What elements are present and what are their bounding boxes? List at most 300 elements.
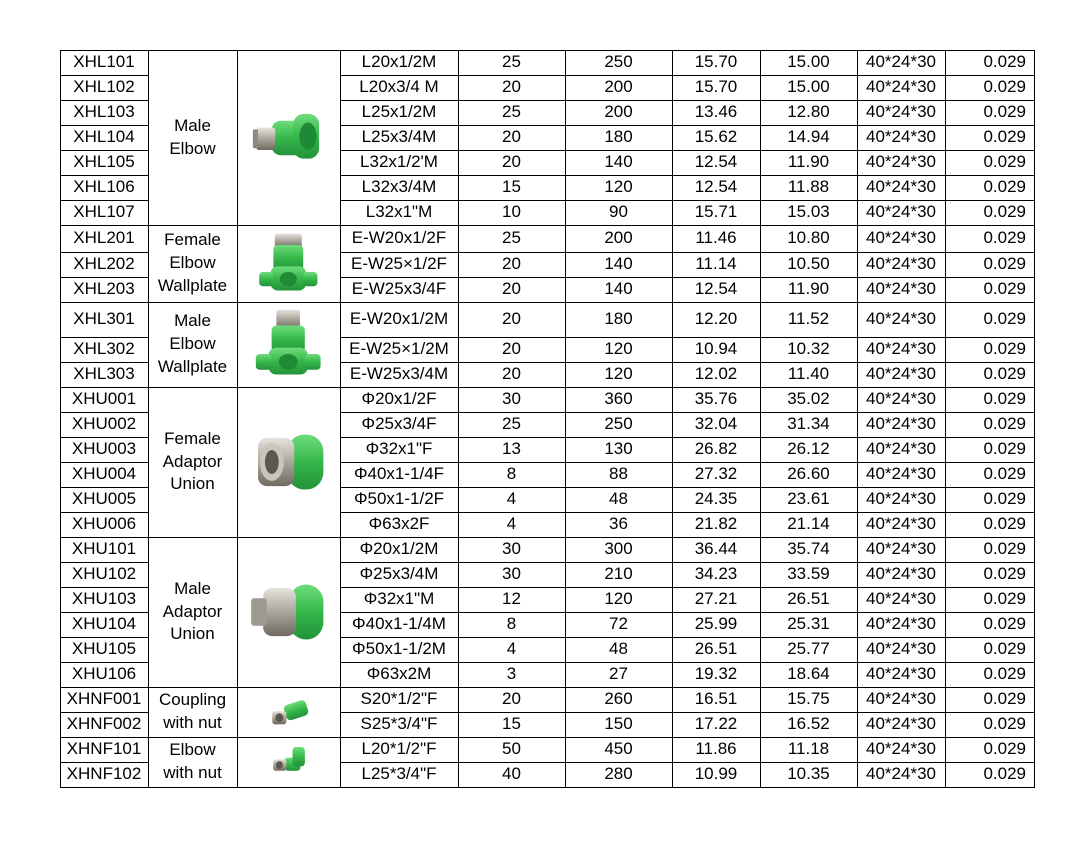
spec-cell: S25*3/4"F bbox=[360, 714, 438, 734]
carton-qty-cell: 250 bbox=[604, 52, 633, 72]
column-divider bbox=[565, 50, 566, 788]
product-code-cell: XHNF002 bbox=[66, 714, 142, 734]
carton-size-cell: 40*24*30 bbox=[866, 202, 936, 222]
row-divider bbox=[60, 762, 148, 763]
carton-size-cell: 40*24*30 bbox=[866, 639, 936, 659]
carton-size-cell: 40*24*30 bbox=[866, 714, 936, 734]
product-code-cell: XHL103 bbox=[73, 102, 135, 122]
row-divider bbox=[340, 252, 1035, 253]
column-divider bbox=[237, 387, 238, 538]
volume-cell: 0.029 bbox=[983, 77, 1026, 97]
net-weight-cell: 10.80 bbox=[787, 228, 830, 248]
inner-qty-cell: 25 bbox=[502, 52, 521, 72]
inner-qty-cell: 50 bbox=[502, 739, 521, 759]
product-code-cell: XHL104 bbox=[73, 127, 135, 147]
net-weight-cell: 35.02 bbox=[787, 389, 830, 409]
net-weight-cell: 10.50 bbox=[787, 254, 830, 274]
carton-qty-cell: 360 bbox=[604, 389, 633, 409]
male-elbow-fitting-icon bbox=[246, 93, 332, 183]
net-weight-cell: 12.80 bbox=[787, 102, 830, 122]
spec-cell: L25*3/4"F bbox=[361, 764, 437, 784]
carton-qty-cell: 36 bbox=[609, 514, 628, 534]
spec-cell: L20*1/2"F bbox=[361, 739, 437, 759]
spec-cell: E-W20x1/2M bbox=[349, 309, 449, 329]
net-weight-cell: 14.94 bbox=[787, 127, 830, 147]
column-divider bbox=[60, 50, 61, 788]
inner-qty-cell: 8 bbox=[506, 614, 517, 634]
row-divider bbox=[60, 687, 1035, 688]
row-divider bbox=[60, 512, 148, 513]
column-divider bbox=[237, 50, 238, 226]
column-divider bbox=[1034, 50, 1035, 788]
gross-weight-cell: 27.21 bbox=[694, 589, 738, 609]
carton-qty-cell: 200 bbox=[604, 102, 633, 122]
product-name-cell: Male Elbow Wallplate bbox=[157, 311, 228, 376]
carton-qty-cell: 120 bbox=[604, 589, 633, 609]
carton-size-cell: 40*24*30 bbox=[866, 564, 936, 584]
product-name-cell: Coupling with nut bbox=[158, 690, 227, 732]
carton-qty-cell: 120 bbox=[604, 364, 633, 384]
row-divider bbox=[60, 437, 148, 438]
row-divider bbox=[340, 637, 1035, 638]
volume-cell: 0.029 bbox=[983, 589, 1026, 609]
net-weight-cell: 10.32 bbox=[787, 339, 830, 359]
volume-cell: 0.029 bbox=[983, 414, 1026, 434]
spec-cell: L20x3/4 M bbox=[359, 77, 439, 97]
gross-weight-cell: 36.44 bbox=[694, 539, 738, 559]
gross-weight-cell: 12.54 bbox=[694, 279, 738, 299]
net-weight-cell: 18.64 bbox=[787, 664, 830, 684]
spec-cell: L32x1/2'M bbox=[360, 152, 438, 172]
gross-weight-cell: 12.20 bbox=[694, 309, 738, 329]
elbow-with-nut-icon bbox=[246, 740, 332, 784]
inner-qty-cell: 25 bbox=[502, 102, 521, 122]
row-divider bbox=[60, 337, 148, 338]
row-divider bbox=[340, 487, 1035, 488]
row-divider bbox=[340, 587, 1035, 588]
net-weight-cell: 11.18 bbox=[787, 739, 830, 759]
gross-weight-cell: 21.82 bbox=[694, 514, 738, 534]
net-weight-cell: 16.52 bbox=[787, 714, 830, 734]
carton-qty-cell: 27 bbox=[609, 664, 628, 684]
inner-qty-cell: 15 bbox=[502, 177, 521, 197]
spec-cell: Φ63x2M bbox=[366, 664, 432, 684]
gross-weight-cell: 26.51 bbox=[694, 639, 738, 659]
column-divider bbox=[237, 687, 238, 738]
net-weight-cell: 11.40 bbox=[787, 364, 830, 384]
volume-cell: 0.029 bbox=[983, 689, 1026, 709]
inner-qty-cell: 25 bbox=[502, 414, 521, 434]
carton-qty-cell: 120 bbox=[604, 177, 633, 197]
carton-qty-cell: 130 bbox=[604, 439, 633, 459]
gross-weight-cell: 10.94 bbox=[694, 339, 738, 359]
row-divider bbox=[340, 512, 1035, 513]
row-divider bbox=[60, 712, 148, 713]
carton-qty-cell: 280 bbox=[604, 764, 633, 784]
column-divider bbox=[237, 302, 238, 388]
inner-qty-cell: 13 bbox=[502, 439, 521, 459]
net-weight-cell: 11.52 bbox=[787, 309, 830, 329]
net-weight-cell: 21.14 bbox=[787, 514, 830, 534]
carton-qty-cell: 140 bbox=[604, 279, 633, 299]
coupling-with-nut-icon bbox=[246, 690, 332, 734]
carton-size-cell: 40*24*30 bbox=[866, 279, 936, 299]
volume-cell: 0.029 bbox=[983, 764, 1026, 784]
inner-qty-cell: 20 bbox=[502, 309, 521, 329]
row-divider bbox=[60, 125, 148, 126]
product-code-cell: XHU101 bbox=[71, 539, 137, 559]
carton-size-cell: 40*24*30 bbox=[866, 539, 936, 559]
inner-qty-cell: 20 bbox=[502, 254, 521, 274]
gross-weight-cell: 24.35 bbox=[694, 489, 738, 509]
gross-weight-cell: 11.86 bbox=[695, 739, 737, 759]
product-code-cell: XHL102 bbox=[73, 77, 135, 97]
gross-weight-cell: 12.54 bbox=[694, 177, 738, 197]
spec-cell: L20x1/2M bbox=[361, 52, 437, 72]
product-code-cell: XHL301 bbox=[73, 309, 135, 329]
inner-qty-cell: 30 bbox=[502, 389, 521, 409]
volume-cell: 0.029 bbox=[983, 339, 1026, 359]
carton-qty-cell: 88 bbox=[609, 464, 628, 484]
row-divider bbox=[340, 412, 1035, 413]
row-divider bbox=[60, 537, 1035, 538]
volume-cell: 0.029 bbox=[983, 279, 1026, 299]
gross-weight-cell: 12.02 bbox=[694, 364, 738, 384]
gross-weight-cell: 17.22 bbox=[694, 714, 738, 734]
gross-weight-cell: 12.54 bbox=[694, 152, 738, 172]
gross-weight-cell: 25.99 bbox=[694, 614, 738, 634]
volume-cell: 0.029 bbox=[983, 539, 1026, 559]
carton-qty-cell: 200 bbox=[604, 77, 633, 97]
product-code-cell: XHL105 bbox=[73, 152, 135, 172]
row-divider bbox=[60, 225, 1035, 226]
inner-qty-cell: 20 bbox=[502, 364, 521, 384]
net-weight-cell: 26.60 bbox=[787, 464, 830, 484]
carton-size-cell: 40*24*30 bbox=[866, 339, 936, 359]
female-elbow-wallplate-icon bbox=[246, 228, 332, 299]
product-code-cell: XHNF001 bbox=[66, 689, 142, 709]
carton-size-cell: 40*24*30 bbox=[866, 414, 936, 434]
carton-size-cell: 40*24*30 bbox=[866, 152, 936, 172]
product-code-cell: XHU002 bbox=[71, 414, 137, 434]
spec-cell: Φ32x1"F bbox=[365, 439, 433, 459]
carton-size-cell: 40*24*30 bbox=[866, 127, 936, 147]
row-divider bbox=[340, 337, 1035, 338]
inner-qty-cell: 40 bbox=[502, 764, 521, 784]
spec-cell: S20*1/2"F bbox=[360, 689, 438, 709]
gross-weight-cell: 15.70 bbox=[694, 77, 738, 97]
row-divider bbox=[60, 637, 148, 638]
row-divider bbox=[60, 462, 148, 463]
volume-cell: 0.029 bbox=[983, 202, 1026, 222]
row-divider bbox=[340, 200, 1035, 201]
net-weight-cell: 26.51 bbox=[787, 589, 830, 609]
gross-weight-cell: 11.46 bbox=[695, 228, 737, 248]
net-weight-cell: 26.12 bbox=[787, 439, 830, 459]
carton-qty-cell: 180 bbox=[604, 309, 633, 329]
product-code-cell: XHU105 bbox=[71, 639, 137, 659]
carton-size-cell: 40*24*30 bbox=[866, 464, 936, 484]
spec-cell: L32x3/4M bbox=[361, 177, 437, 197]
spec-cell: E-W25×1/2F bbox=[351, 254, 447, 274]
volume-cell: 0.029 bbox=[983, 152, 1026, 172]
row-divider bbox=[60, 662, 148, 663]
volume-cell: 0.029 bbox=[983, 739, 1026, 759]
carton-size-cell: 40*24*30 bbox=[866, 254, 936, 274]
carton-qty-cell: 180 bbox=[604, 127, 633, 147]
gross-weight-cell: 11.14 bbox=[695, 254, 737, 274]
carton-qty-cell: 140 bbox=[604, 152, 633, 172]
volume-cell: 0.029 bbox=[983, 639, 1026, 659]
inner-qty-cell: 20 bbox=[502, 77, 521, 97]
product-name-cell: Male Elbow bbox=[169, 115, 216, 158]
product-code-cell: XHL101 bbox=[73, 52, 135, 72]
net-weight-cell: 10.35 bbox=[787, 764, 830, 784]
row-divider bbox=[340, 277, 1035, 278]
male-adaptor-union-icon bbox=[246, 567, 332, 657]
row-divider bbox=[60, 387, 1035, 388]
volume-cell: 0.029 bbox=[983, 177, 1026, 197]
net-weight-cell: 15.00 bbox=[787, 77, 830, 97]
row-divider bbox=[340, 100, 1035, 101]
volume-cell: 0.029 bbox=[983, 127, 1026, 147]
spec-cell: E-W25x3/4M bbox=[349, 364, 449, 384]
carton-qty-cell: 450 bbox=[604, 739, 633, 759]
spec-cell: Φ63x2F bbox=[368, 514, 430, 534]
carton-qty-cell: 250 bbox=[604, 414, 633, 434]
carton-size-cell: 40*24*30 bbox=[866, 589, 936, 609]
product-code-cell: XHL202 bbox=[73, 254, 135, 274]
carton-size-cell: 40*24*30 bbox=[866, 739, 936, 759]
volume-cell: 0.029 bbox=[983, 389, 1026, 409]
row-divider bbox=[60, 487, 148, 488]
volume-cell: 0.029 bbox=[983, 514, 1026, 534]
carton-size-cell: 40*24*30 bbox=[866, 52, 936, 72]
row-divider bbox=[60, 75, 148, 76]
product-code-cell: XHU103 bbox=[71, 589, 137, 609]
inner-qty-cell: 20 bbox=[502, 127, 521, 147]
row-divider bbox=[340, 175, 1035, 176]
gross-weight-cell: 13.46 bbox=[694, 102, 738, 122]
row-divider bbox=[60, 562, 148, 563]
volume-cell: 0.029 bbox=[983, 228, 1026, 248]
spec-cell: Φ40x1-1/4F bbox=[353, 464, 445, 484]
row-divider bbox=[340, 75, 1035, 76]
spec-cell: Φ20x1/2M bbox=[359, 539, 439, 559]
net-weight-cell: 31.34 bbox=[787, 414, 830, 434]
product-code-cell: XHL201 bbox=[73, 228, 135, 248]
carton-size-cell: 40*24*30 bbox=[866, 309, 936, 329]
inner-qty-cell: 3 bbox=[506, 664, 517, 684]
column-divider bbox=[760, 50, 761, 788]
row-divider bbox=[340, 762, 1035, 763]
gross-weight-cell: 26.82 bbox=[694, 439, 738, 459]
gross-weight-cell: 35.76 bbox=[694, 389, 738, 409]
row-divider bbox=[340, 150, 1035, 151]
net-weight-cell: 15.00 bbox=[787, 52, 830, 72]
volume-cell: 0.029 bbox=[983, 364, 1026, 384]
volume-cell: 0.029 bbox=[983, 489, 1026, 509]
net-weight-cell: 15.75 bbox=[787, 689, 830, 709]
row-divider bbox=[340, 462, 1035, 463]
spec-cell: E-W20x1/2F bbox=[351, 228, 447, 248]
inner-qty-cell: 12 bbox=[502, 589, 521, 609]
spec-cell: Φ40x1-1/4M bbox=[352, 614, 446, 634]
column-divider bbox=[672, 50, 673, 788]
inner-qty-cell: 10 bbox=[502, 202, 521, 222]
carton-qty-cell: 120 bbox=[604, 339, 633, 359]
net-weight-cell: 35.74 bbox=[787, 539, 830, 559]
carton-qty-cell: 200 bbox=[604, 228, 633, 248]
row-divider bbox=[60, 50, 1035, 51]
spec-cell: Φ50x1-1/2F bbox=[353, 489, 445, 509]
row-divider bbox=[60, 200, 148, 201]
row-divider bbox=[60, 150, 148, 151]
column-divider bbox=[340, 50, 341, 788]
product-code-cell: XHU001 bbox=[71, 389, 137, 409]
carton-size-cell: 40*24*30 bbox=[866, 389, 936, 409]
column-divider bbox=[237, 737, 238, 788]
gross-weight-cell: 15.62 bbox=[694, 127, 738, 147]
net-weight-cell: 25.31 bbox=[787, 614, 830, 634]
carton-size-cell: 40*24*30 bbox=[866, 689, 936, 709]
product-code-cell: XHL203 bbox=[73, 279, 135, 299]
carton-size-cell: 40*24*30 bbox=[866, 664, 936, 684]
row-divider bbox=[60, 737, 1035, 738]
row-divider bbox=[60, 277, 148, 278]
gross-weight-cell: 15.70 bbox=[694, 52, 738, 72]
product-code-cell: XHU006 bbox=[71, 514, 137, 534]
carton-qty-cell: 150 bbox=[604, 714, 633, 734]
inner-qty-cell: 15 bbox=[502, 714, 521, 734]
carton-size-cell: 40*24*30 bbox=[866, 102, 936, 122]
column-divider bbox=[237, 537, 238, 688]
carton-size-cell: 40*24*30 bbox=[866, 77, 936, 97]
carton-size-cell: 40*24*30 bbox=[866, 364, 936, 384]
product-code-cell: XHU106 bbox=[71, 664, 137, 684]
volume-cell: 0.029 bbox=[983, 564, 1026, 584]
carton-size-cell: 40*24*30 bbox=[866, 514, 936, 534]
product-code-cell: XHL106 bbox=[73, 177, 135, 197]
row-divider bbox=[340, 437, 1035, 438]
spec-cell: L25x3/4M bbox=[361, 127, 437, 147]
product-name-cell: Female Elbow Wallplate bbox=[157, 230, 228, 295]
gross-weight-cell: 16.51 bbox=[694, 689, 738, 709]
net-weight-cell: 23.61 bbox=[787, 489, 830, 509]
net-weight-cell: 15.03 bbox=[787, 202, 830, 222]
row-divider bbox=[60, 787, 1035, 788]
carton-size-cell: 40*24*30 bbox=[866, 439, 936, 459]
row-divider bbox=[60, 412, 148, 413]
spec-cell: Φ20x1/2F bbox=[361, 389, 437, 409]
carton-qty-cell: 72 bbox=[609, 614, 628, 634]
row-divider bbox=[60, 100, 148, 101]
carton-qty-cell: 260 bbox=[604, 689, 633, 709]
product-code-cell: XHU003 bbox=[71, 439, 137, 459]
row-divider bbox=[340, 125, 1035, 126]
volume-cell: 0.029 bbox=[983, 102, 1026, 122]
carton-size-cell: 40*24*30 bbox=[866, 177, 936, 197]
spec-cell: Φ50x1-1/2M bbox=[352, 639, 446, 659]
carton-qty-cell: 210 bbox=[604, 564, 633, 584]
spec-cell: E-W25x3/4F bbox=[351, 279, 447, 299]
spec-cell: Φ25x3/4F bbox=[361, 414, 437, 434]
inner-qty-cell: 20 bbox=[502, 339, 521, 359]
spec-cell: E-W25×1/2M bbox=[349, 339, 449, 359]
row-divider bbox=[60, 302, 1035, 303]
row-divider bbox=[340, 712, 1035, 713]
product-code-cell: XHNF101 bbox=[66, 739, 142, 759]
product-code-cell: XHU004 bbox=[71, 464, 137, 484]
gross-weight-cell: 32.04 bbox=[694, 414, 738, 434]
inner-qty-cell: 30 bbox=[502, 539, 521, 559]
spec-cell: Φ32x1"M bbox=[363, 589, 435, 609]
gross-weight-cell: 19.32 bbox=[694, 664, 738, 684]
carton-size-cell: 40*24*30 bbox=[866, 228, 936, 248]
carton-qty-cell: 140 bbox=[604, 254, 633, 274]
product-code-cell: XHU104 bbox=[71, 614, 137, 634]
row-divider bbox=[340, 612, 1035, 613]
volume-cell: 0.029 bbox=[983, 464, 1026, 484]
product-code-cell: XHL303 bbox=[73, 364, 135, 384]
row-divider bbox=[60, 362, 148, 363]
inner-qty-cell: 25 bbox=[502, 228, 521, 248]
volume-cell: 0.029 bbox=[983, 714, 1026, 734]
gross-weight-cell: 34.23 bbox=[694, 564, 738, 584]
volume-cell: 0.029 bbox=[983, 254, 1026, 274]
spec-cell: Φ25x3/4M bbox=[359, 564, 439, 584]
volume-cell: 0.029 bbox=[983, 52, 1026, 72]
spec-cell: L25x1/2M bbox=[361, 102, 437, 122]
product-name-cell: Male Adaptor Union bbox=[162, 578, 223, 644]
product-code-cell: XHL107 bbox=[73, 202, 135, 222]
gross-weight-cell: 27.32 bbox=[694, 464, 738, 484]
product-code-cell: XHNF102 bbox=[66, 764, 142, 784]
product-code-cell: XHU102 bbox=[71, 564, 137, 584]
row-divider bbox=[60, 587, 148, 588]
inner-qty-cell: 20 bbox=[502, 279, 521, 299]
volume-cell: 0.029 bbox=[983, 664, 1026, 684]
female-adaptor-union-icon bbox=[246, 417, 332, 507]
column-divider bbox=[237, 225, 238, 303]
carton-qty-cell: 300 bbox=[604, 539, 633, 559]
row-divider bbox=[60, 252, 148, 253]
spec-cell: L32x1"M bbox=[365, 202, 433, 222]
column-divider bbox=[945, 50, 946, 788]
net-weight-cell: 11.90 bbox=[787, 152, 830, 172]
volume-cell: 0.029 bbox=[983, 309, 1026, 329]
product-code-cell: XHU005 bbox=[71, 489, 137, 509]
product-name-cell: Female Adaptor Union bbox=[162, 428, 223, 494]
volume-cell: 0.029 bbox=[983, 439, 1026, 459]
inner-qty-cell: 4 bbox=[506, 639, 517, 659]
row-divider bbox=[340, 362, 1035, 363]
column-divider bbox=[458, 50, 459, 788]
column-divider bbox=[148, 50, 149, 788]
carton-qty-cell: 48 bbox=[609, 489, 628, 509]
volume-cell: 0.029 bbox=[983, 614, 1026, 634]
row-divider bbox=[340, 662, 1035, 663]
gross-weight-cell: 15.71 bbox=[694, 202, 738, 222]
gross-weight-cell: 10.99 bbox=[694, 764, 738, 784]
net-weight-cell: 11.90 bbox=[787, 279, 830, 299]
carton-size-cell: 40*24*30 bbox=[866, 489, 936, 509]
product-code-cell: XHL302 bbox=[73, 339, 135, 359]
net-weight-cell: 11.88 bbox=[787, 177, 830, 197]
carton-qty-cell: 48 bbox=[609, 639, 628, 659]
male-elbow-wallplate-icon bbox=[246, 305, 332, 384]
inner-qty-cell: 30 bbox=[502, 564, 521, 584]
